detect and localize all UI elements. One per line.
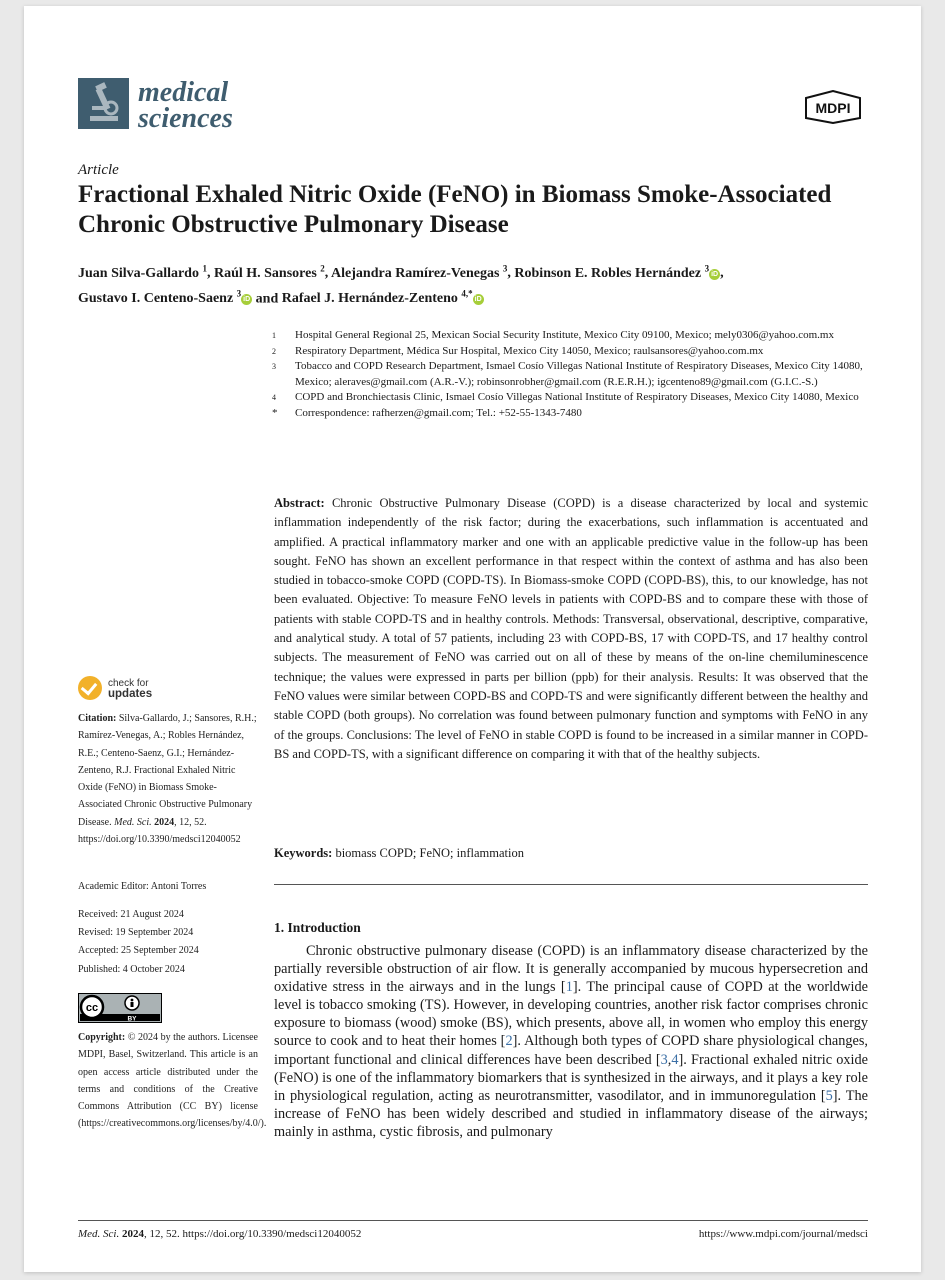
reference-link[interactable]: 1 [565,979,573,996]
author[interactable]: Juan Silva-Gallardo $^1$ [78,263,207,281]
author-list: Juan Silva-Gallardo $^1$, Raúl H. Sansores $^2$, Alejandra Ramírez-Venegas $^3$, Robinson E. Robles Hernández $^3$iD , Gustavo I. Centeno-Saenz $^3$iD and Rafael J. Hernández-Zenteno $^{4,*}$iD [78,263,724,307]
orcid-icon[interactable]: iD [243,296,251,304]
reference-link[interactable]: 2 [505,1033,513,1050]
journal-name: medical sciences [138,77,233,134]
correspondence: * Correspondence: rafherzen@gmail.com; Tel.: +52-55-1343-7480 [272,406,582,419]
affiliations [272,328,872,421]
author[interactable]: Alejandra Ramírez-Venegas $^3$ [331,263,508,281]
check-for-updates-button[interactable]: check for updates [78,676,218,706]
author[interactable]: Robinson E. Robles Hernández $^3$ [514,263,710,281]
orcid-icon[interactable]: iD [474,296,482,304]
footer-citation: Med. Sci. 2024, 12, 52. https://doi.org/10.3390/medsci12040052 [78,1228,362,1240]
svg-text:MDPI: MDPI [815,100,851,116]
reference-link[interactable]: 3 [660,1051,668,1068]
citation: Citation: Silva-Gallardo, J.; Sansores, R.H.; Ramírez-Venegas, A.; Robles Hernández, R.E.; Centeno-Saenz, G.I.; Hernández-Zenteno, R.J. Fractional Exhaled Nitric Oxide (FeNO) in Biomass Smoke-Associated Chronic Obstructive Pulmonary Disease. Med. Sci. 2024, 12, 52. https://doi.org/10.3390/medsci12040052 [78,713,257,846]
affiliation: 1 Hospital General Regional 25, Mexican Social Security Institute, Mexico City 09100, Mexico; mely0306@yahoo.com.mx [272,329,834,341]
mdpi-logo [802,90,864,124]
svg-text:BY: BY [127,1015,137,1023]
author[interactable]: Rafael J. Hernández-Zenteno $^{4,*}$ [281,288,473,307]
reference-link[interactable]: 5 [825,1087,833,1104]
publication-dates: Received: 21 August 2024 Revised: 19 September 2024 Accepted: 25 September 2024 Published: 4 October 2024 [78,909,199,975]
check-icon [78,676,102,700]
affiliation: 2 Respiratory Department, Médica Sur Hospital, Mexico City 14050, Mexico; raulsansores@yahoo.com.mx [272,344,764,357]
academic-editor: Academic Editor: Antoni Torres [78,881,207,892]
article-page [24,6,921,1272]
cc-by-license-icon[interactable] [78,993,162,1023]
section-heading: 1. Introduction [274,920,361,935]
section-divider [274,884,868,885]
affiliation: 4 COPD and Bronchiectasis Clinic, Ismael Cosío Villegas National Institute of Respiratory Diseases, Mexico City 14080, Mexico [272,391,859,403]
author[interactable]: Gustavo I. Centeno-Saenz $^3$ [78,288,242,307]
article-title: Fractional Exhaled Nitric Oxide (FeNO) in Biomass Smoke-Associated Chronic Obstructive Pulmonary Disease [78,181,832,238]
abstract: Abstract: Chronic Obstructive Pulmonary Disease (COPD) is a disease characterized by local and systemic inflammation independently of the risk factor; during the exacerbations, such inflammation is accentuated and amplified. A practical inflammatory marker and one with an applicable predictive value in the follow-up has been sought. FeNO has shown an excellent performance in that respect within the context of asthma and has also been studied in tobacco-smoke COPD (COPD-TS). In Biomass-smoke COPD (COPD-BS), this, to our knowledge, has not been evaluated. Objective: To measure FeNO levels in patients with COPD-BS and to compare these with those of patients with stable COPD-TS and in healthy controls. Methods: Transversal, observational, descriptive, comparative, and analytical study. A total of 57 patients, including 23 with COPD-BS, 17 with COPD-TS, and 17 healthy control subjects. The measurement of FeNO was carried out on all of these by means of the on-line chemiluminescence technique; the values were expressed in parts per billion (ppb) for their analysis. Results: It was observed that the FeNO values were similar between COPD-BS and COPD-TS and were significantly different between the healthy and stable COPD (both groups). No correlation was found between pulmonary function and symptoms with FeNO in any of the groups. Conclusions: The level of FeNO in stable COPD is found to be increased in a similar manner in COPD-BS and COPD-TS, with a significant difference on comparing it with that of the healthy subjects. [274,496,869,761]
journal-logo-microscope-icon [78,78,129,129]
article-type: Article [78,162,119,178]
intro-paragraph: Chronic obstructive pulmonary disease (COPD) is an inflammatory disease characterized by the partially reversible obstruction of air flow. It is generally accompanied by mucous hypersecretion and oxidative stress in the airways and in the lungs [1]. The principal cause of COPD at the worldwide level is tobacco smoking (TS). However, in developing countries, another risk factor comprises chronic exposure to biomass (wood) smoke (BS), which presents, above all, in women who employ this energy source to cook and to heat their homes [2]. Although both types of COPD share physiological changes, important functional and clinical differences have been described [3,4]. Fractional exhaled nitric oxide (FeNO) is one of the inflammatory biomarkers that is synthesized in the airways, and it plays a key role in physiological regulation, acting as neurotransmitter, vasodilator, and in immunoregulation [5]. The increase of FeNO has been widely described and studied in inflammatory disease of the airways; mainly in asthma, cystic fibrosis, and pulmonary [274,943,868,1140]
footer-journal-link[interactable]: https://www.mdpi.com/journal/medsci [698,1228,868,1240]
keywords: Keywords: biomass COPD; FeNO; inflammation [274,846,524,860]
footer-divider [78,1220,868,1221]
affiliation: 3 Tobacco and COPD Research Department, Ismael Cosío Villegas National Institute of Respiratory Diseases, Mexico City 14080, Mexico; aleraves@gmail.com (A.R.-V.); robinsonrobher@gmail.com (R.E.R.H.); igcenteno89@gmail.com (G.I.C.-S.) [272,360,863,388]
svg-text:cc: cc [85,1002,99,1014]
copyright-notice: Copyright: © 2024 by the authors. Licensee MDPI, Basel, Switzerland. This article is an open access article distributed under the terms and conditions of the Creative Commons Attribution (CC BY) license (https://creativecommons.org/licenses/by/4.0/). [78,1032,267,1130]
orcid-icon[interactable]: iD [711,270,719,278]
author[interactable]: Raúl H. Sansores $^2$ [213,263,325,281]
reference-link[interactable]: 4 [671,1051,679,1068]
